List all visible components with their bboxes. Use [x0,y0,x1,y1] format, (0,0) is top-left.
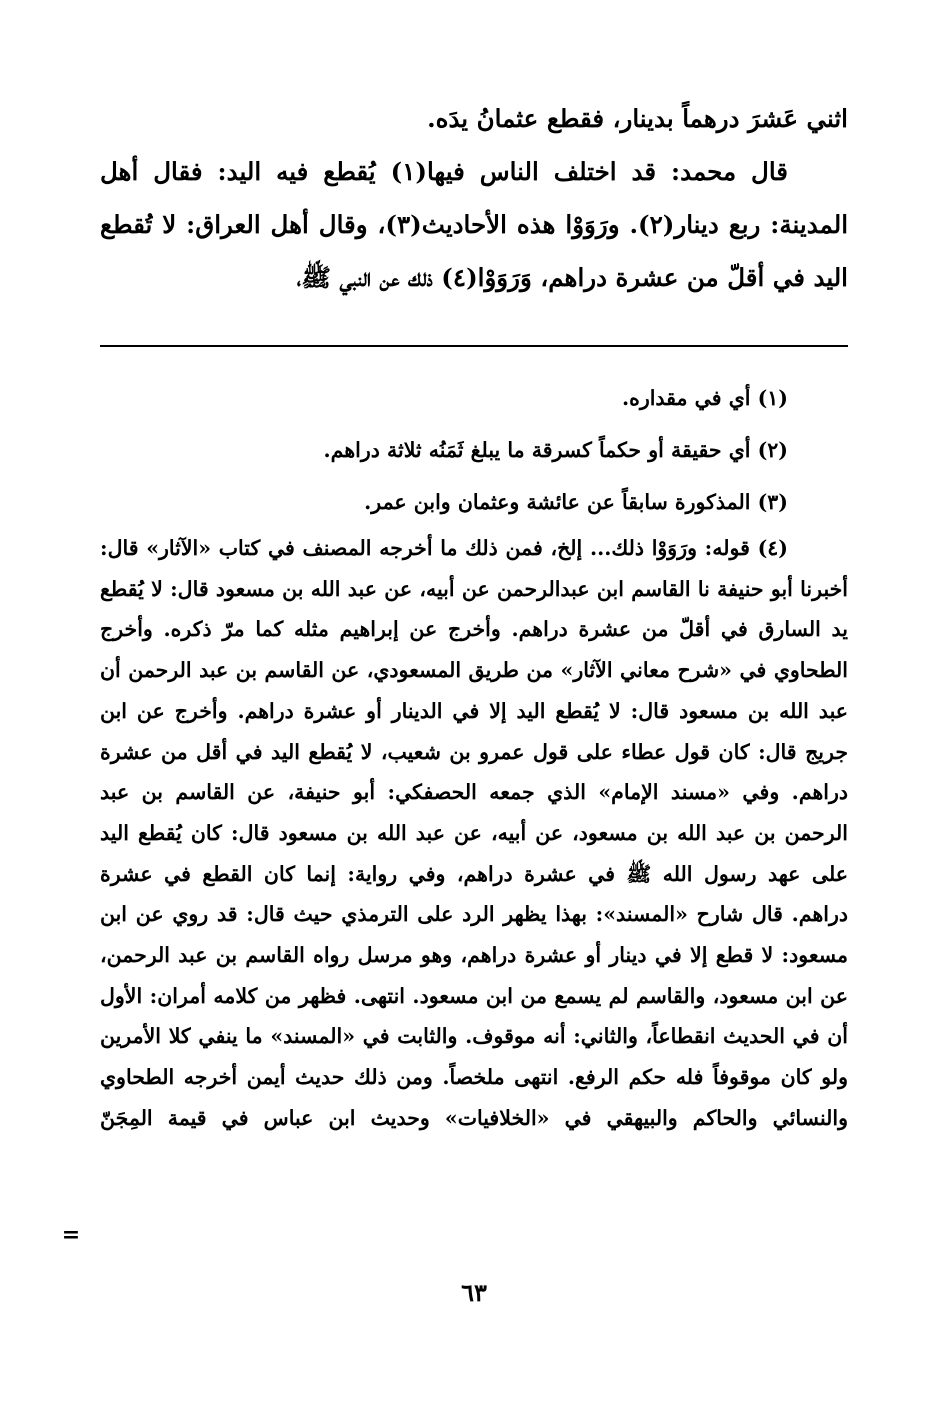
main-text-line-1: اثني عَشرَ درهماً بدينار، فقطع عثمانُ يدَه. [427,104,848,133]
footnote-separator [100,345,848,347]
book-page [61,0,848,1402]
footnotes [100,372,848,1139]
footnote-1: (١) أي في مقداره. [621,386,788,410]
page-number: ٦٣ [461,1278,487,1307]
footnote-4: (٤) قوله: ورَوَوْا ذلك... إلخ، فمن ذلك ما أخرجه المصنف في كتاب «الآثار» قال: أخبرنا أبو حنيفة نا القاسم ابن عبدالرحمن عن أبيه، عن عبد الله بن مسعود قال: لا يُقطع يد السارق في أقلّ من عشرة دراهم. وأخرج عن إبراهيم مثله كما مرّ ذكره. وأخرج الطحاوي في «شرح معاني الآثار» من طريق المسعودي، عن القاسم بن عبد الرحمن أن عبد الله بن مسعود قال: لا يُقطع اليد إلا في الدينار أو عشرة دراهم. وأخرج عن ابن جريج قال: كان قول عطاء على قول عمرو بن شعيب، لا يُقطع اليد في أقل من عشرة دراهم. وفي «مسند الإمام» الذي جمعه الحصفكي: أبو حنيفة، عن القاسم بن عبد الرحمن بن عبد الله بن مسعود، عن أبيه، عن عبد الله بن مسعود قال: كان يُقطع اليد على عهد رسول الله ﷺ في عشرة دراهم، وفي رواية: إنما كان القطع في عشرة دراهم. قال شارح «المسند»: بهذا يظهر الرد على الترمذي حيث قال: قد روي عن ابن مسعود: لا قطع إلا في دينار أو عشرة دراهم، وهو مرسل رواه القاسم بن عبد الرحمن، عن ابن مسعود، والقاسم لم يسمع من ابن مسعود. انتهى. فظهر من كلامه أمران: الأول أن في الحديث انقطاعاً، والثاني: أنه موقوف. والثابت في «المسند» ما ينفي كلا الأمرين ولو كان موقوفاً فله حكم الرفع. انتهى ملخصاً. ومن ذلك حديث أيمن أخرجه الطحاوي والنسائي والحاكم والبيهقي في «الخلافيات» وحديث ابن عباس في قيمة المِجَنّ [100,536,848,1130]
footnote-3: (٣) المذكورة سابقاً عن عائشة وعثمان وابن عمر. [364,490,788,514]
continuation-mark: = [61,1222,81,1248]
main-text [100,92,848,304]
main-text-paragraph: قال محمد: قد اختلف الناس فيها(١) يُقطع فيه اليد: فقال أهل المدينة: ربع دينار(٢). ورَوَوْا هذه الأحاديث(٣)، وقال أهل العراق: لا تُقطع اليد في أقلّ من عشرة دراهم، وَرَوَوْا(٤) ذلك عن النبي ﷺ، [100,157,848,292]
footnote-2: (٢) أي حقيقة أو حكماً كسرقة ما يبلغ ثَمَنُه ثلاثة دراهم. [323,438,788,462]
